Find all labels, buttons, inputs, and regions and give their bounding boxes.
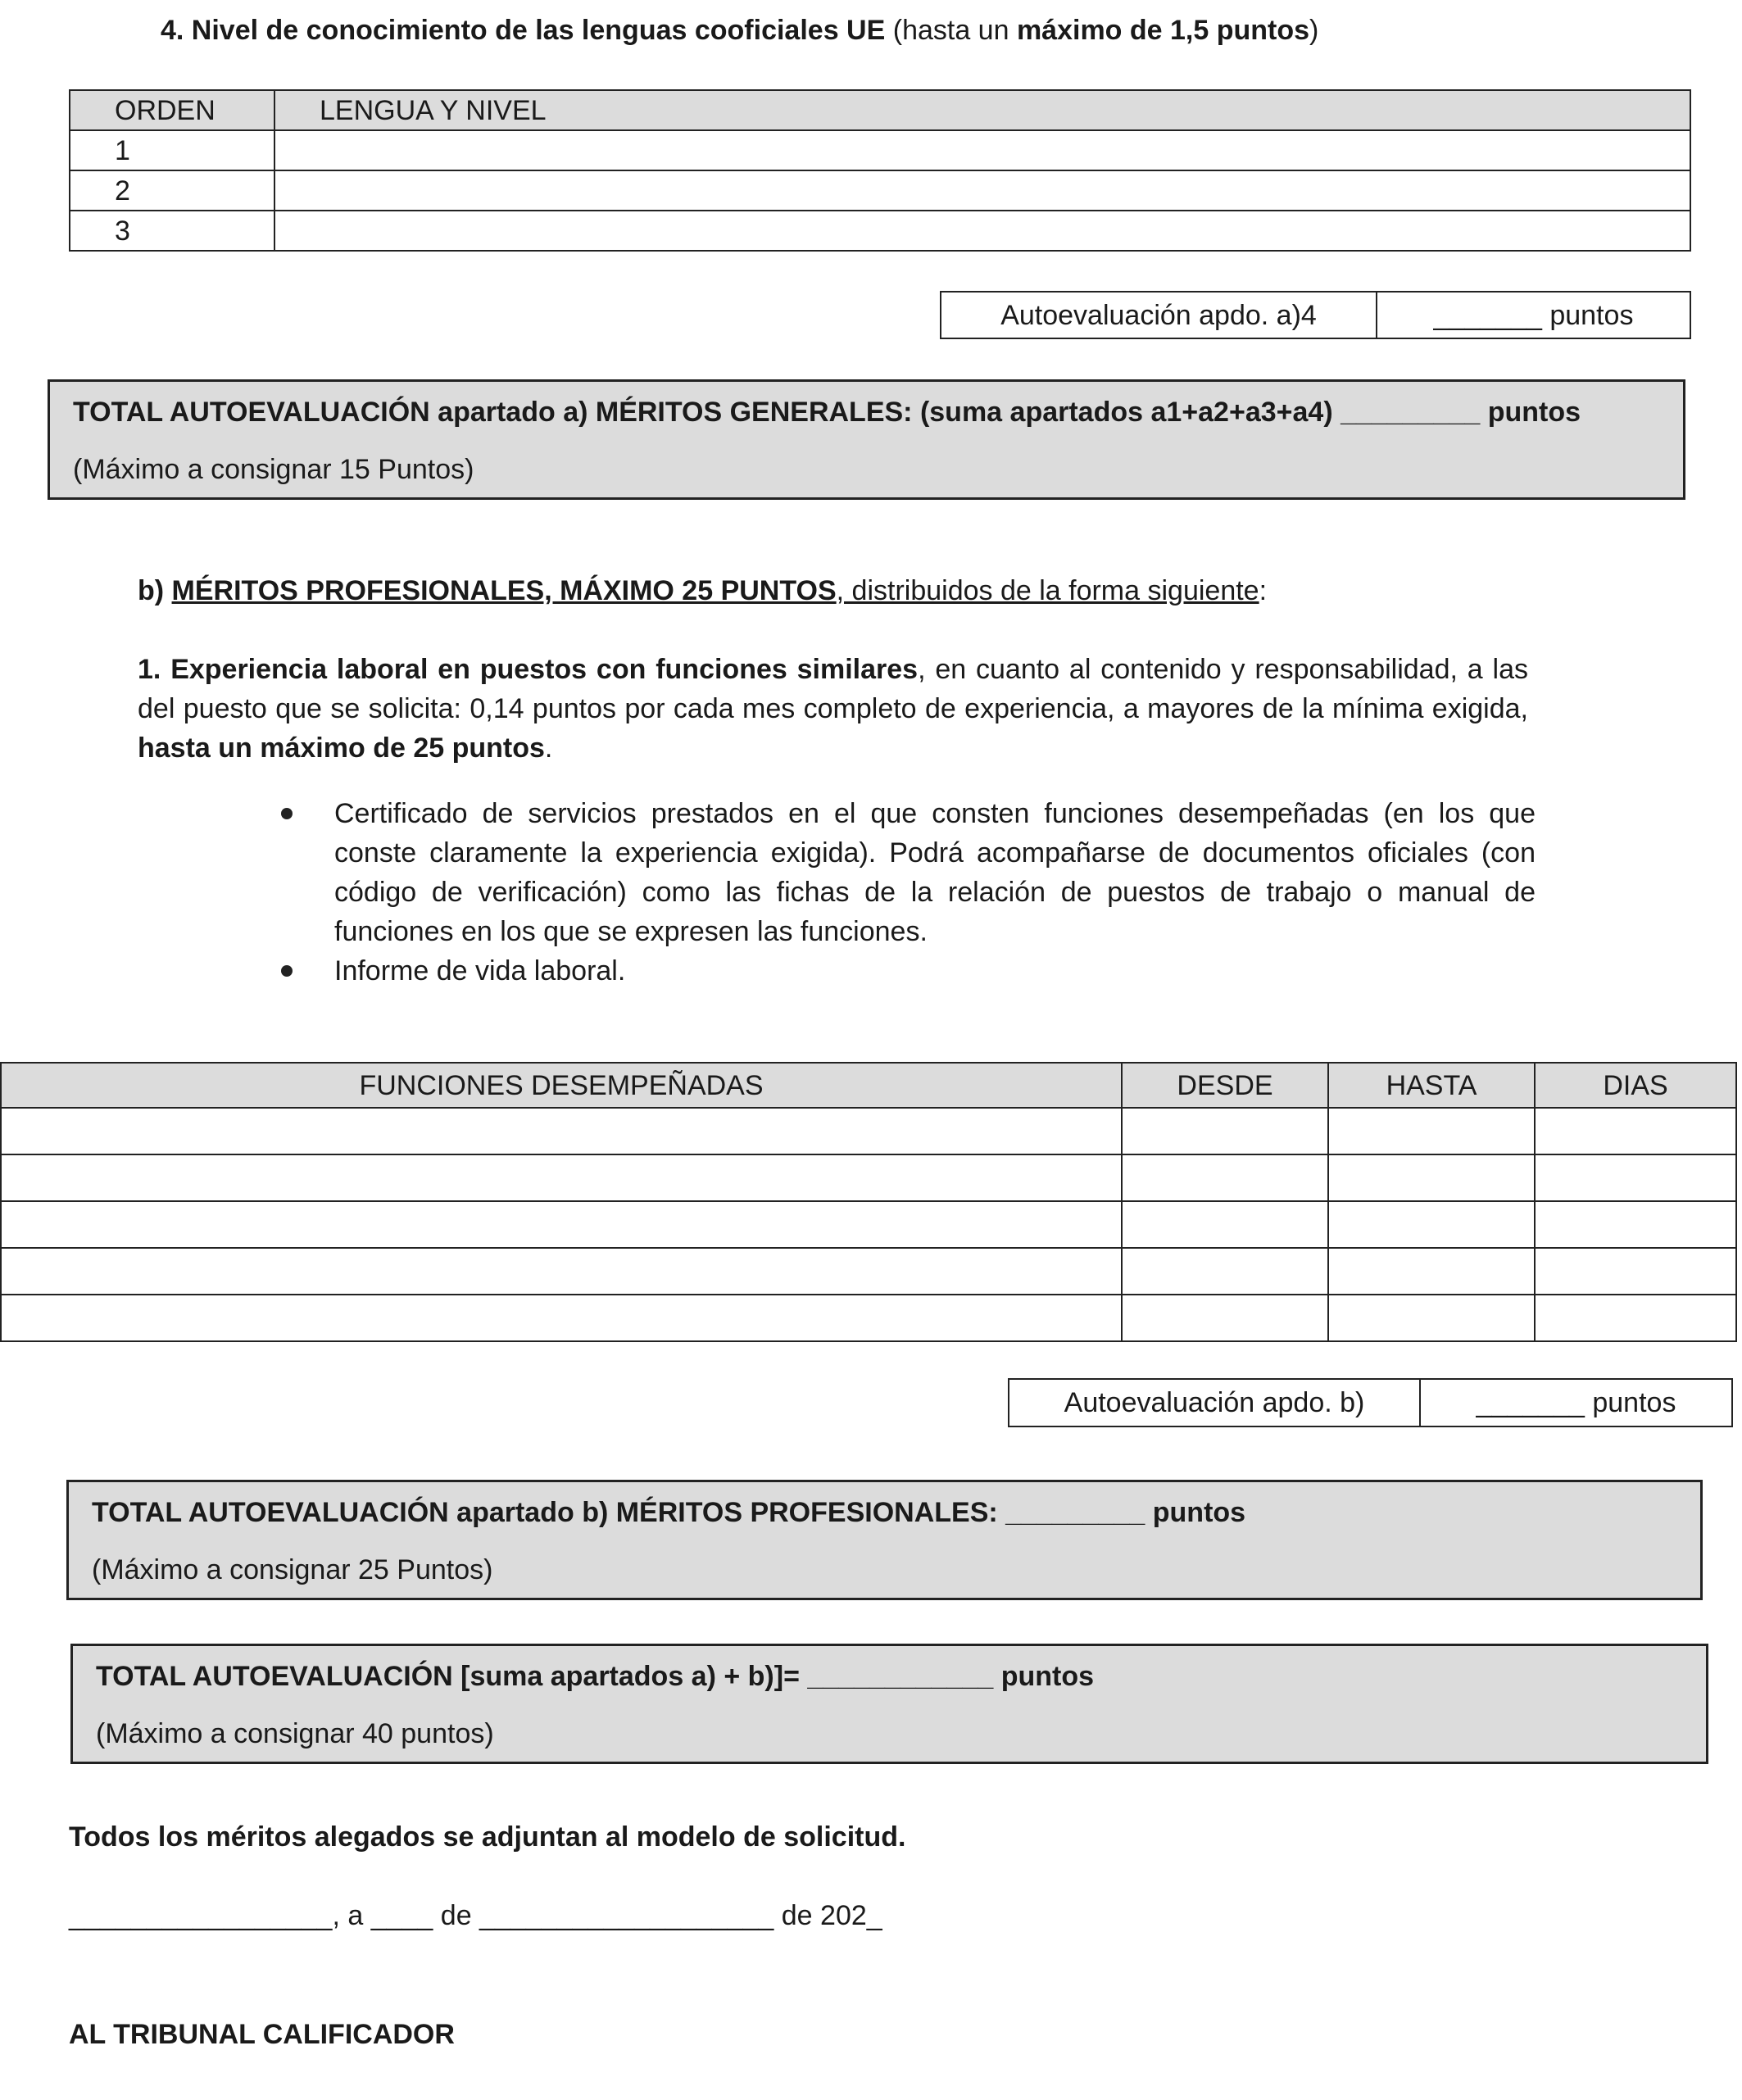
attached-note: Todos los méritos alegados se adjuntan al modelo de solicitud. <box>69 1821 906 1853</box>
date-line[interactable]: _________________, a ____ de ___________________ de 202_ <box>69 1900 882 1931</box>
total-ab-box <box>70 1644 1708 1764</box>
table-row <box>1 1248 1736 1295</box>
desde-cell-input[interactable] <box>1122 1108 1328 1154</box>
funciones-cell-input[interactable] <box>1 1295 1122 1341</box>
total-b-line2: (Máximo a consignar 25 Puntos) <box>92 1554 493 1585</box>
funciones-cell-input[interactable] <box>1 1248 1122 1295</box>
total-a-line2: (Máximo a consignar 15 Puntos) <box>73 454 474 485</box>
dias-cell-input[interactable] <box>1535 1295 1736 1341</box>
table-row <box>1 1295 1736 1341</box>
dias-cell-input[interactable] <box>1535 1108 1736 1154</box>
bullet-item-1: Certificado de servicios prestados en el que consten funciones desempeñadas (en los que conste claramente la experiencia exigida). Podrá acompañarse de documentos oficiales (con código de verificación) como las fichas de la relación de puestos de trabajo o manual de funciones en los que se expresen las funciones. <box>334 798 1536 947</box>
row-language-1-input[interactable] <box>274 130 1690 170</box>
hasta-cell-input[interactable] <box>1328 1154 1535 1201</box>
hasta-cell-input[interactable] <box>1328 1248 1535 1295</box>
table-row <box>1 1154 1736 1201</box>
language-table <box>69 89 1691 252</box>
b1-end: . <box>544 733 553 764</box>
table-row <box>1 1201 1736 1248</box>
desde-cell-input[interactable] <box>1122 1201 1328 1248</box>
bullet-dot-2 <box>281 965 293 977</box>
self-eval-a4 <box>940 291 1691 339</box>
header-funciones: FUNCIONES DESEMPEÑADAS <box>1 1063 1122 1108</box>
section-b-colon: : <box>1259 575 1268 606</box>
hasta-cell-input[interactable] <box>1328 1201 1535 1248</box>
bullet-item-2: Informe de vida laboral. <box>334 955 626 987</box>
header-orden: ORDEN <box>70 90 274 130</box>
section4-title-max: máximo de 1,5 puntos <box>1016 15 1310 46</box>
row-order-3: 3 <box>70 211 274 251</box>
self-eval-b-label: Autoevaluación apdo. b) <box>1009 1379 1420 1426</box>
desde-cell-input[interactable] <box>1122 1154 1328 1201</box>
section-b-prefix: b) <box>138 575 172 606</box>
funciones-cell-input[interactable] <box>1 1154 1122 1201</box>
table-row <box>1 1108 1736 1154</box>
section4-title-bold: 4. Nivel de conocimiento de las lenguas cooficiales UE <box>161 15 886 46</box>
hasta-cell-input[interactable] <box>1328 1108 1535 1154</box>
total-b-line1: TOTAL AUTOEVALUACIÓN apartado b) MÉRITOS PROFESIONALES: _________ puntos <box>92 1497 1246 1528</box>
row-order-1: 1 <box>70 130 274 170</box>
header-desde: DESDE <box>1122 1063 1328 1108</box>
dias-cell-input[interactable] <box>1535 1154 1736 1201</box>
row-order-2: 2 <box>70 170 274 211</box>
hasta-cell-input[interactable] <box>1328 1295 1535 1341</box>
row-language-3-input[interactable] <box>274 211 1690 251</box>
self-eval-b-value[interactable]: _______ puntos <box>1420 1379 1732 1426</box>
total-a-box <box>48 379 1685 500</box>
bullet-dot-1 <box>281 808 293 819</box>
header-lengua-nivel: LENGUA Y NIVEL <box>274 90 1690 130</box>
section-b-title-rest: , distribuidos de la forma siguiente <box>836 575 1259 606</box>
funciones-cell-input[interactable] <box>1 1108 1122 1154</box>
desde-cell-input[interactable] <box>1122 1295 1328 1341</box>
section4-title <box>161 15 1318 47</box>
functions-table <box>0 1062 1737 1342</box>
section-b-title-bold: MÉRITOS PROFESIONALES, MÁXIMO 25 PUNTOS <box>171 575 837 606</box>
total-ab-line1: TOTAL AUTOEVALUACIÓN [suma apartados a) + b)]= ____________ puntos <box>96 1661 1095 1692</box>
funciones-cell-input[interactable] <box>1 1201 1122 1248</box>
dias-cell-input[interactable] <box>1535 1248 1736 1295</box>
b1-bold-start: 1. Experiencia laboral en puestos con funciones similares <box>138 654 919 685</box>
total-b-box <box>66 1480 1703 1600</box>
desde-cell-input[interactable] <box>1122 1248 1328 1295</box>
total-a-line1: TOTAL AUTOEVALUACIÓN apartado a) MÉRITOS GENERALES: (suma apartados a1+a2+a3+a4) _________ puntos <box>73 397 1581 428</box>
section4-title-end: ) <box>1309 15 1319 46</box>
header-hasta: HASTA <box>1328 1063 1535 1108</box>
self-eval-a4-value[interactable]: _______ puntos <box>1377 292 1690 338</box>
section-b-title <box>138 575 1267 607</box>
b1-paragraph <box>138 650 1528 768</box>
self-eval-b <box>1008 1378 1733 1427</box>
b1-bold-end: hasta un máximo de 25 puntos <box>138 733 545 764</box>
addressee: AL TRIBUNAL CALIFICADOR <box>69 2019 455 2050</box>
row-language-2-input[interactable] <box>274 170 1690 211</box>
section4-title-mid: (hasta un <box>885 15 1017 46</box>
total-ab-line2: (Máximo a consignar 40 puntos) <box>96 1718 494 1749</box>
b1-text: , en cuanto al contenido y responsabilidad, a las del puesto que se solicita: 0,14 puntos por cada mes completo de experiencia, a mayores de la mínima exigida, <box>138 654 1528 724</box>
header-dias: DIAS <box>1535 1063 1736 1108</box>
dias-cell-input[interactable] <box>1535 1201 1736 1248</box>
self-eval-a4-label: Autoevaluación apdo. a)4 <box>941 292 1377 338</box>
